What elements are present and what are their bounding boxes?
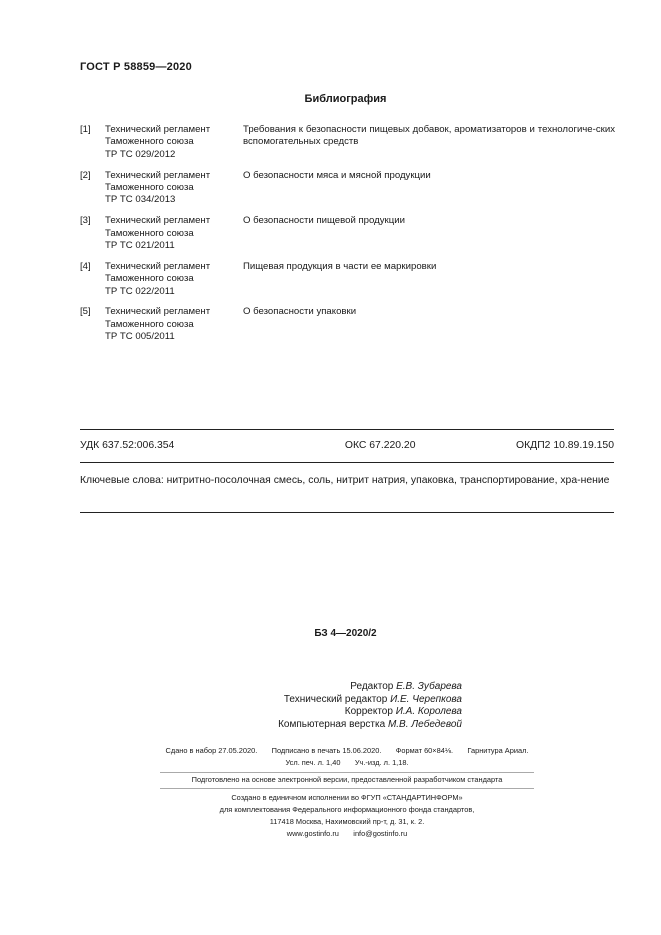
source-line: ТР ТС 034/2013 (105, 194, 176, 206)
typeface: Гарнитура Ариал. (467, 746, 529, 755)
item-number: [4] (80, 260, 91, 272)
publisher-address: 117418 Москва, Нахимовский пр-т, д. 31, к. 2. (269, 817, 425, 826)
bibliography-item (80, 306, 615, 343)
typeset-date: Сдано в набор 27.05.2020. (165, 746, 258, 755)
credit-line (200, 706, 462, 719)
bibliography-item (80, 124, 615, 161)
divider-line (80, 429, 614, 430)
item-title: О безопасности мяса и мясной продукции (243, 169, 431, 181)
bibliography-item (80, 261, 615, 298)
divider-line (160, 772, 534, 773)
bz-number: БЗ 4—2020/2 (314, 628, 377, 639)
item-number: [3] (80, 215, 91, 227)
item-number: [5] (80, 306, 91, 318)
divider-line (80, 462, 614, 463)
source-line: Технический регламент (105, 124, 211, 135)
source-line: Технический регламент (105, 169, 211, 181)
source-line: ТР ТС 029/2012 (105, 148, 176, 160)
document-header: ГОСТ Р 58859—2020 (80, 61, 192, 73)
print-sheets: Усл. печ. л. 1,40 (285, 758, 341, 767)
item-title: О безопасности упаковки (243, 306, 357, 318)
credits-block (200, 681, 462, 731)
item-title: Пищевая продукция в части ее маркировки (243, 260, 437, 272)
bibliography-item (80, 215, 615, 252)
source-line: Таможенного союза (105, 182, 194, 194)
credit-name: М.В. Лебедевой (387, 718, 462, 730)
keywords: Ключевые слова: нитритно-посолочная смесь, соль, нитрит натрия, упаковка, транспортирование, хра-нение (80, 475, 610, 486)
website-link[interactable]: www.gostinfo.ru (286, 829, 339, 838)
imprint-line (80, 745, 614, 757)
item-title: О безопасности пищевой продукции (243, 215, 405, 227)
source-line: Таможенного союза (105, 136, 194, 148)
item-source (105, 261, 243, 298)
print-date: Подписано в печать 15.06.2020. (271, 746, 382, 755)
item-number: [1] (80, 124, 91, 135)
source-line: ТР ТС 005/2011 (105, 331, 175, 343)
format: Формат 60×84⅛. (395, 746, 454, 755)
credit-name: Е.В. Зубарева (396, 681, 462, 692)
email-link[interactable]: info@gostinfo.ru (353, 829, 408, 838)
imprint-block (80, 745, 614, 769)
bibliography-list (80, 124, 615, 352)
credit-line (200, 681, 462, 694)
item-source (105, 215, 243, 252)
imprint-line (80, 757, 614, 769)
source-line: Технический регламент (105, 215, 211, 227)
credit-line (200, 694, 462, 707)
publisher-block (80, 792, 614, 840)
divider-line (80, 512, 614, 513)
publisher-line: Создано в единичном исполнении во ФГУП «СТАНДАРТИНФОРМ» (231, 793, 463, 802)
credit-name: И.А. Королева (395, 706, 462, 717)
credit-role: Технический редактор (283, 693, 391, 705)
oks-code: ОКС 67.220.20 (344, 440, 416, 451)
okdp-code: ОКДП2 10.89.19.150 (516, 440, 614, 451)
credit-name: И.Е. Черепкова (390, 693, 462, 705)
item-source (105, 306, 243, 343)
divider-line (160, 788, 534, 789)
credit-role: Компьютерная верстка (278, 718, 388, 730)
publish-sheets: Уч.-изд. л. 1,18. (354, 758, 409, 767)
source-line: ТР ТС 022/2011 (105, 285, 175, 297)
source-line: Таможенного союза (105, 318, 194, 330)
source-line: Технический регламент (105, 260, 211, 272)
item-number: [2] (80, 169, 91, 181)
item-source (105, 170, 243, 207)
item-title: Требования к безопасности пищевых добавок, ароматизаторов и технологиче-ских вспомогательных средств (243, 124, 615, 148)
publisher-contacts (80, 828, 614, 840)
source-line: Таможенного союза (105, 273, 194, 285)
udk-code: УДК 637.52:006.354 (80, 440, 175, 451)
item-source (105, 124, 243, 161)
bibliography-item (80, 170, 615, 207)
source-line: Технический регламент (105, 306, 211, 318)
credit-role: Редактор (350, 681, 397, 692)
classification-codes (80, 440, 614, 451)
credit-role: Корректор (344, 706, 396, 717)
bibliography-title: Библиография (304, 93, 387, 105)
source-line: Таможенного союза (105, 227, 194, 239)
prepared-note: Подготовлено на основе электронной версии, предоставленной разработчиком стандарта (191, 775, 503, 784)
source-line: ТР ТС 021/2011 (105, 240, 175, 252)
credit-line (200, 719, 462, 732)
publisher-line: для комплектования Федерального информационного фонда стандартов, (219, 805, 475, 814)
